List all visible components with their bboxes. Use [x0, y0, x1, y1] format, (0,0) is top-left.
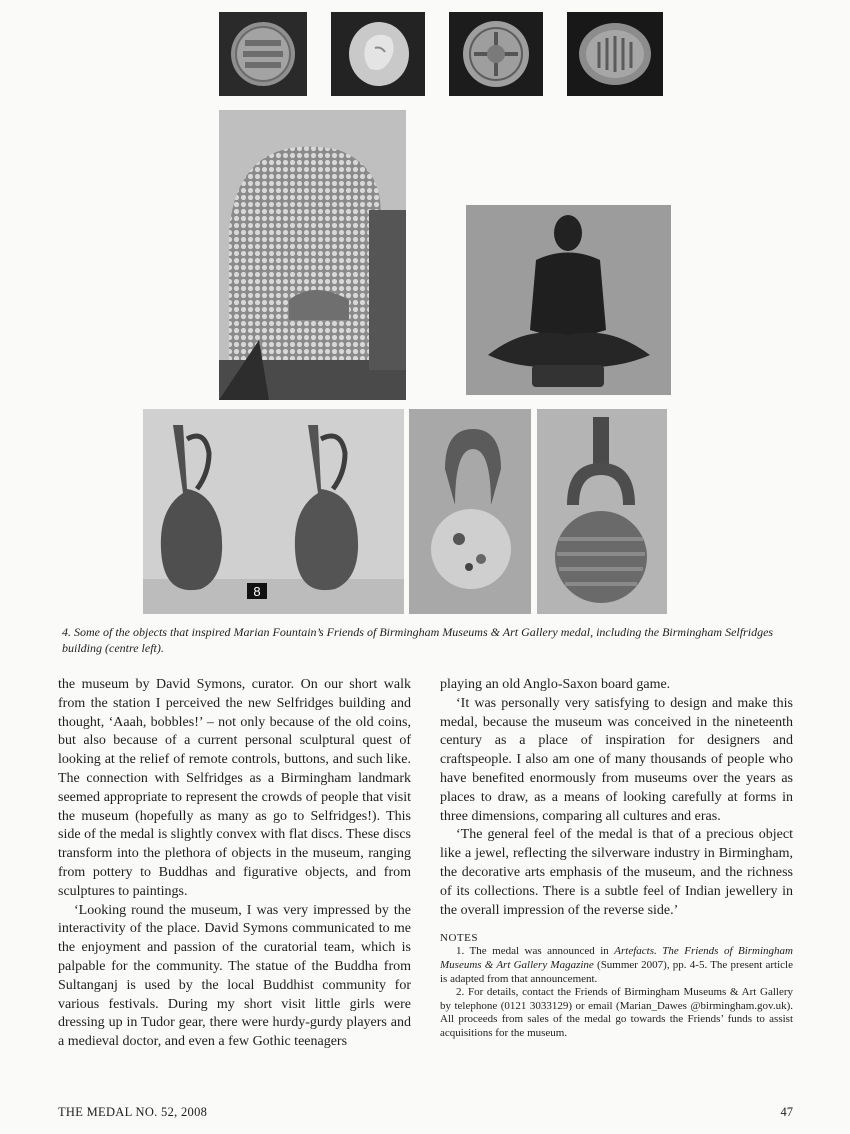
body-paragraph: the museum by David Symons, curator. On our short walk from the station I perceived the new Selfridges building and thought, ‘Aaah, bobbles!’ – not only because of the old coins, but also because of a current personal sculptural quest of looking at the relief of remote controls, buttons, and such like. The connection with Selfridges as a Birmingham landmark seemed appropriate to represent the crowds of people that visit the museum (hopefully as many as go to Selfridges!). This side of the medal is slightly convex with flat discs. These discs transform into the plethora of objects in the museum, ranging from pottery to Buddhas and figurative objects, and from sculptures to paintings.: [58, 677, 411, 899]
stirrup-vessel-photo-1: [409, 409, 531, 614]
coin-photo-4: [567, 12, 663, 96]
publication-footer: THE MEDAL NO. 52, 2008: [58, 1105, 208, 1119]
left-text-column: [58, 676, 411, 1052]
body-paragraph: ‘The general feel of the medal is that of a precious object like a jewel, reflecting the silverware industry in Birmingham, the decorative arts emphasis of the museum, and the richness of its collections. There is a subtle feel of Indian jewellery in the overall impression of the reverse side.’: [440, 827, 793, 918]
body-paragraph: ‘Looking round the museum, I was very impressed by the interactivity of the place. David Symons communicated to me the enjoyment and passion of the curatorial team, which is palpable for the community. The statue of the Buddha from Sultanganj is used by the local Buddhist community for various festivals. During my short visit little girls were dressing up in Tudor gear, there were hurdy-gurdy players and a medieval doctor, and even a few Gothic teenagers: [58, 902, 411, 1050]
note-1-title: Artefacts. The Friends of Birmingham Museums & Art Gallery Magazine: [440, 945, 793, 971]
image-number-label: 8: [253, 584, 261, 599]
note-2: 2. For details, contact the Friends of Birmingham Museums & Art Gallery by telephone (0121 3033129) or email (Marian_Dawes @birmingham.gov.uk). All proceeds from sales of the medal go towards the Friends’ funds to assist acquisitions for the museum.: [440, 986, 793, 1039]
note-1-text: 1. The medal was announced in: [456, 945, 615, 958]
body-paragraph: ‘It was personally very satisfying to design and make this medal, because the museum was conceived in the nineteenth century as a place of inspiration for designers and craftspeople. I also am one of many thousands of people who have benefited enormously from museums over the years as places to draw, as a means of looking carefully at forms in three dimensions, comparing all cultures and eras.: [440, 695, 793, 824]
notes-title: NOTES: [440, 932, 478, 945]
selfridges-building-photo: [219, 110, 406, 400]
notes-section: [440, 932, 793, 1040]
decorated-jugs-photo: [143, 409, 404, 614]
buddha-statue-photo: [466, 205, 671, 395]
page-number: 47: [780, 1105, 793, 1119]
coin-photo-3: [449, 12, 543, 96]
body-paragraph: playing an old Anglo-Saxon board game.: [440, 677, 671, 692]
figure-caption: 4. Some of the objects that inspired Marian Fountain’s Friends of Birmingham Museums & Art Gallery medal, including the Birmingham Selfridges building (centre left).: [62, 625, 774, 655]
coin-photo-2: [331, 12, 425, 96]
note-1-text-end: (Summer 2007), pp. 4-5. The present article is adapted from that announcement.: [440, 958, 793, 985]
right-text-column: [440, 676, 793, 1041]
stirrup-vessel-photo-2: [537, 409, 667, 614]
coin-photo-1: [219, 12, 307, 96]
note-1: [440, 945, 793, 986]
